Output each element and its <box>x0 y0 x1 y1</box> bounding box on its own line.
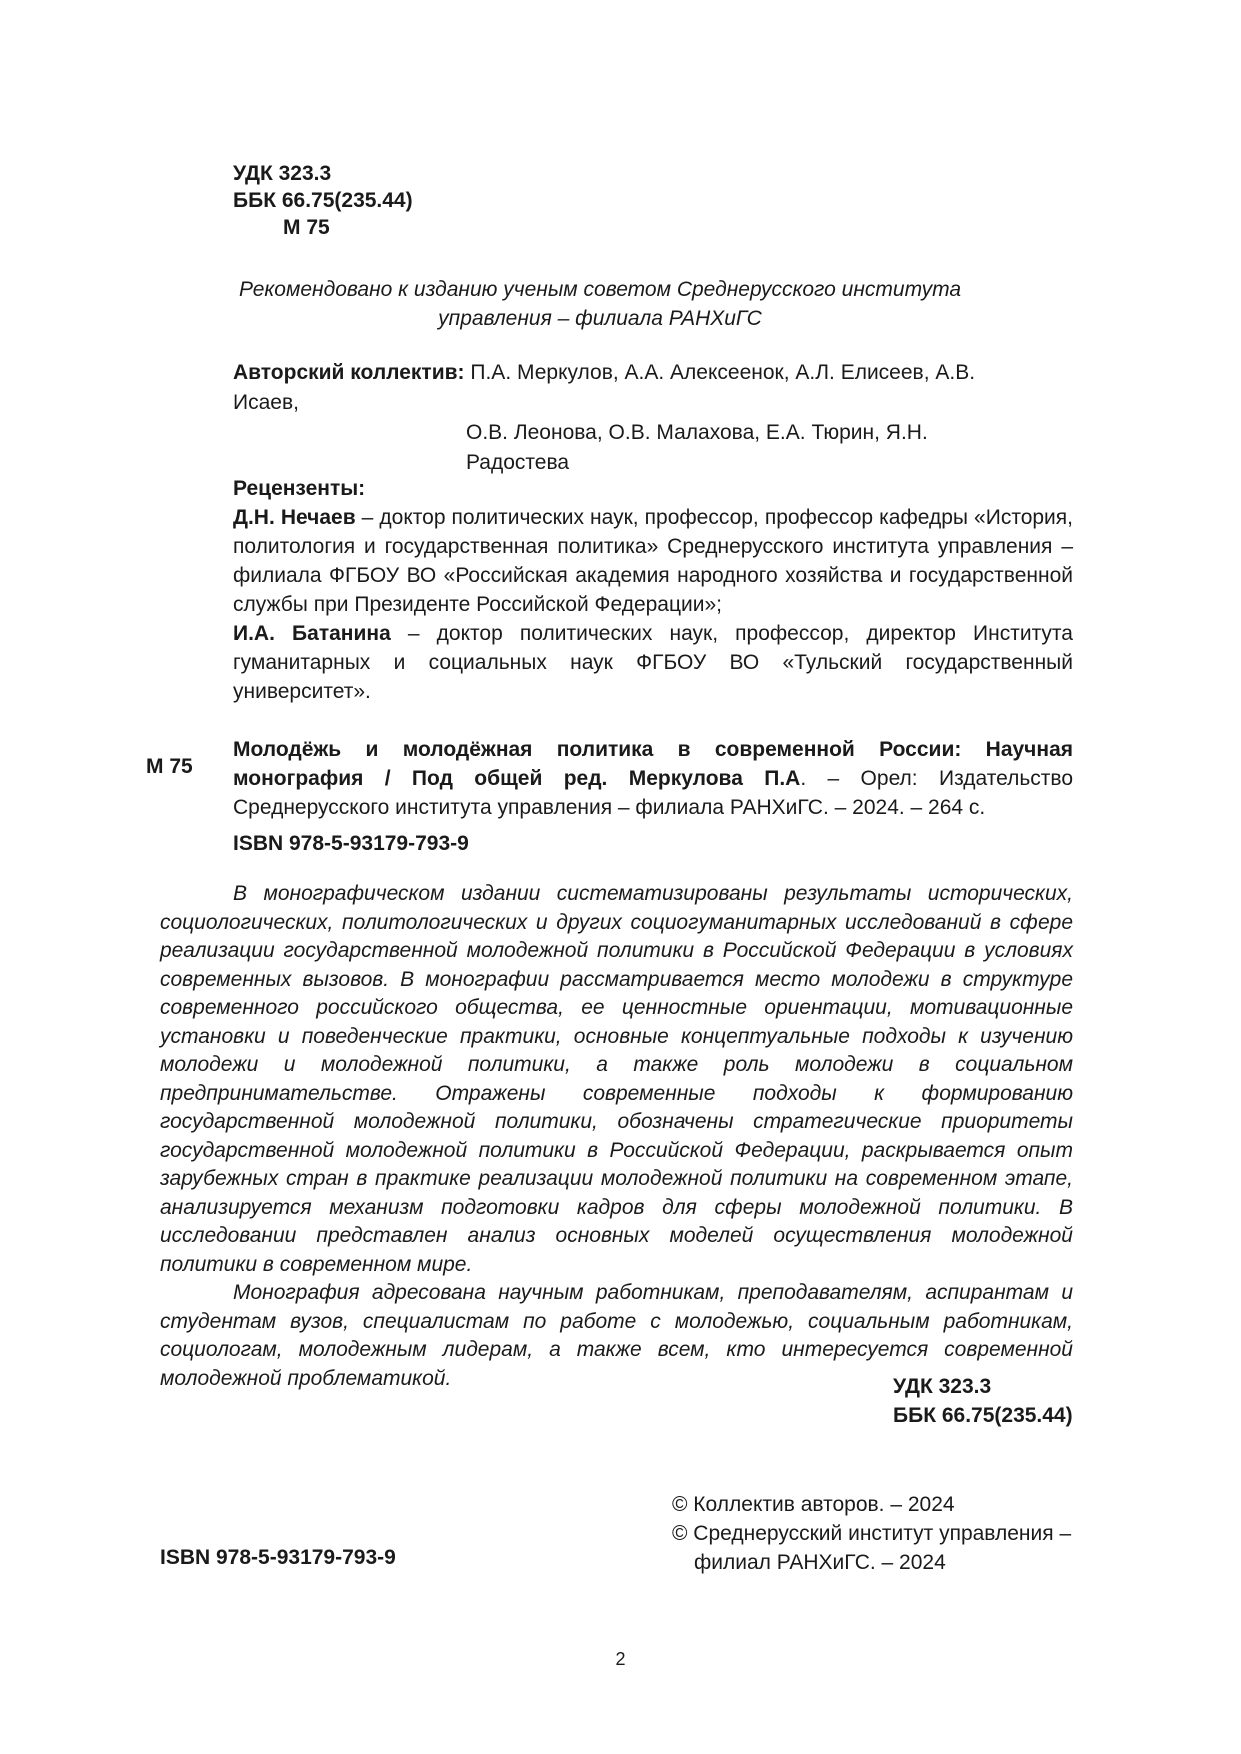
reviewer-item <box>233 503 1073 619</box>
biblio-title: Молодёжь и молодёжная политика в современной России: Научная монография / Под общей ред. Меркулова П.А <box>233 738 1073 790</box>
recommendation-line-1: Рекомендовано к изданию ученым советом Среднерусского института <box>238 278 962 301</box>
biblio-imprint: . – Орел: Издательство Среднерусского института управления – филиала РАНХиГС. – 2024. – 264 с. <box>233 767 1073 819</box>
authors-names-1: П.А. Меркулов, А.А. Алексеенок, А.Л. Елисеев, А.В. Исаев, <box>233 361 976 414</box>
recommendation-line-2: управления – филиала РАНХиГС <box>438 307 762 330</box>
copyright-line-3: филиал РАНХиГС. – 2024 <box>694 1551 946 1574</box>
udk-code: УДК 323.3 <box>233 162 332 185</box>
copyright-line-2: © Среднерусский институт управления – <box>672 1522 1072 1545</box>
copyright-line-1: © Коллектив авторов. – 2024 <box>672 1493 955 1516</box>
author-mark: М 75 <box>283 216 330 239</box>
isbn-top: ISBN 978-5-93179-793-9 <box>233 832 469 855</box>
side-author-mark: М 75 <box>146 755 193 778</box>
authors-line-1 <box>233 358 1033 418</box>
bibliographic-record <box>233 735 1073 822</box>
abstract-paragraph-1: В монографическом издании систематизированы результаты исторических, социологических, политологических и других социогуманитарных исследований в сфере реализации государственной молодежной политики в Российской Федерации в условиях современных вызовов. В монографии рассматривается место молодежи в структуре современного российского общества, ее ценностные ориентации, мотивационные установки и поведенческие практики, основные концептуальные подходы к изучению молодежи и молодежной политики, а также роль молодежи в социальном предпринимательстве. Отражены современные подходы к формированию государственной молодежной политики, обозначены стратегические приоритеты государственной молодежной политики в Российской Федерации, раскрывается опыт зарубежных стран в практике реализации молодежной политики на современном этапе, анализируется механизм подготовки кадров для сферы молодежной политики. В исследовании представлен анализ основных моделей осуществления молодежной политики в современном мире. <box>160 882 1073 1276</box>
reviewer-item <box>233 619 1073 706</box>
bbk-code-bottom: ББК 66.75(235.44) <box>893 1404 1073 1427</box>
reviewer-name: И.А. Батанина <box>233 622 391 645</box>
isbn-bottom: ISBN 978-5-93179-793-9 <box>160 1546 396 1569</box>
reviewer-description: – доктор политических наук, профессор, профессор кафедры «История, политология и государственная политика» Среднерусского института управления – филиала ФГБОУ ВО «Российская академия народного хозяйства и государственной службы при Президенте Российской Федерации»; <box>233 506 1073 616</box>
page-number: 2 <box>615 1649 626 1669</box>
abstract-paragraph-2: Монография адресована научным работникам, преподавателям, аспирантам и студентам вузов, специалистам по работе с молодежью, социальным работникам, социологам, молодежным лидерам, а также всем, кто интересуется современной молодежной проблематикой. <box>160 1281 1073 1390</box>
bbk-code: ББК 66.75(235.44) <box>233 189 413 212</box>
reviewers-title: Рецензенты: <box>233 477 366 500</box>
reviewer-name: Д.Н. Нечаев <box>233 506 356 529</box>
bottom-classification-codes <box>893 1372 1073 1430</box>
recommendation-note <box>220 275 980 333</box>
biblio-text <box>233 735 1073 822</box>
authors-label: Авторский коллектив: <box>233 361 465 384</box>
reviewer-description: – доктор политических наук, профессор, директор Института гуманитарных и социальных наук ФГБОУ ВО «Тульский государственный университет». <box>233 622 1073 703</box>
abstract <box>160 880 1073 1393</box>
top-classification-codes <box>233 160 413 241</box>
udk-code-bottom: УДК 323.3 <box>893 1375 992 1398</box>
authors-names-2: О.В. Леонова, О.В. Малахова, Е.А. Тюрин, Я.Н. Радостева <box>466 421 928 474</box>
copyright-block <box>672 1490 1072 1577</box>
authors-block <box>233 358 1033 478</box>
reviewers-list <box>233 503 1073 706</box>
